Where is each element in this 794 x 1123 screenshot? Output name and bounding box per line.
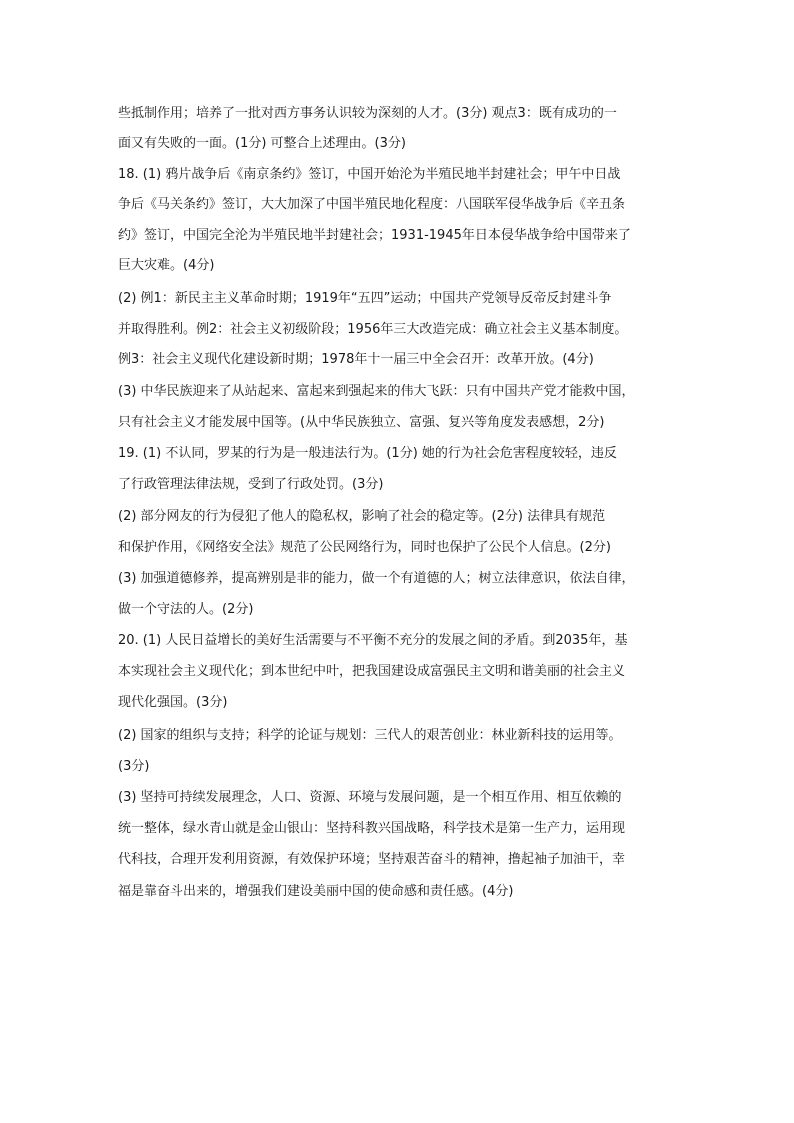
text-line: (3) 加强道德修养，提高辨别是非的能力，做一个有道德的人；树立法律意识，依法自律， [118, 571, 635, 586]
text-line: 和保护作用，《网络安全法》规范了公民网络行为，同时也保护了公民个人信息。(2分) [118, 540, 611, 555]
text-line: 福是靠奋斗出来的，增强我们建设美丽中国的使命感和责任感。(4分) [118, 884, 514, 899]
text-line: (3) 中华民族迎来了从站起来、富起来到强起来的伟大飞跃：只有中国共产党才能救中国， [118, 384, 635, 399]
text-line: (3分) [118, 759, 150, 774]
text-line: (2) 部分网友的行为侵犯了他人的隐私权，影响了社会的稳定等。(2分) 法律具有规范 [118, 509, 606, 524]
text-line: (3) 坚持可持续发展理念，人口、资源、环境与发展问题，是一个相互作用、相互依赖的 [118, 790, 622, 805]
text-line: 本实现社会主义现代化；到本世纪中叶，把我国建设成富强民主文明和谐美丽的社会主义 [118, 664, 626, 679]
text-line: 面又有失败的一面。(1分) 可整合上述理由。(3分) [118, 136, 406, 151]
text-line: 并取得胜利。例2：社会主义初级阶段；1956年三大改造完成：确立社会主义基本制度。 [118, 322, 628, 337]
text-line: 只有社会主义才能发展中国等。(从中华民族独立、富强、复兴等角度发表感想，2分) [118, 415, 605, 430]
text-line: 例3：社会主义现代化建设新时期；1978年十一届三中全会召开：改革开放。(4分) [118, 352, 594, 367]
text-line: 做一个守法的人。(2分) [118, 602, 254, 617]
text-line: (2) 国家的组织与支持；科学的论证与规划：三代人的艰苦创业：林业新科技的运用等。 [118, 728, 622, 743]
text-line: 18. (1) 鸦片战争后《南京条约》签订，中国开始沦为半殖民地半封建社会；甲午中日战 [118, 167, 621, 182]
text-line: 巨大灾难。(4分) [118, 258, 215, 273]
text-line: 20. (1) 人民日益增长的美好生活需要与不平衡不充分的发展之间的矛盾。到2035年，基 [118, 633, 628, 648]
text-line: 约》签订，中国完全沦为半殖民地半封建社会；1931-1945年日本侵华战争给中国带来了 [118, 228, 631, 243]
text-line: 19. (1) 不认同，罗某的行为是一般违法行为。(1分) 她的行为社会危害程度较轻，违反 [118, 446, 617, 461]
text-line: 现代化强国。(3分) [118, 695, 228, 710]
text-line: (2) 例1：新民主主义革命时期；1919年“五四”运动；中国共产党领导反帝反封建斗争 [118, 291, 612, 306]
text-line: 些抵制作用；培养了一批对西方事务认识较为深刻的人才。(3分) 观点3：既有成功的一 [118, 106, 617, 121]
text-line: 了行政管理法律法规，受到了行政处罚。(3分) [118, 477, 384, 492]
text-line: 代科技，合理开发利用资源，有效保护环境；坚持艰苦奋斗的精神，撸起袖子加油干，幸 [118, 852, 626, 867]
text-line: 争后《马关条约》签订，大大加深了中国半殖民地化程度：八国联军侵华战争后《辛丑条 [118, 197, 626, 212]
text-line: 统一整体，绿水青山就是金山银山：坚持科教兴国战略，科学技术是第一生产力，运用现 [118, 821, 626, 836]
